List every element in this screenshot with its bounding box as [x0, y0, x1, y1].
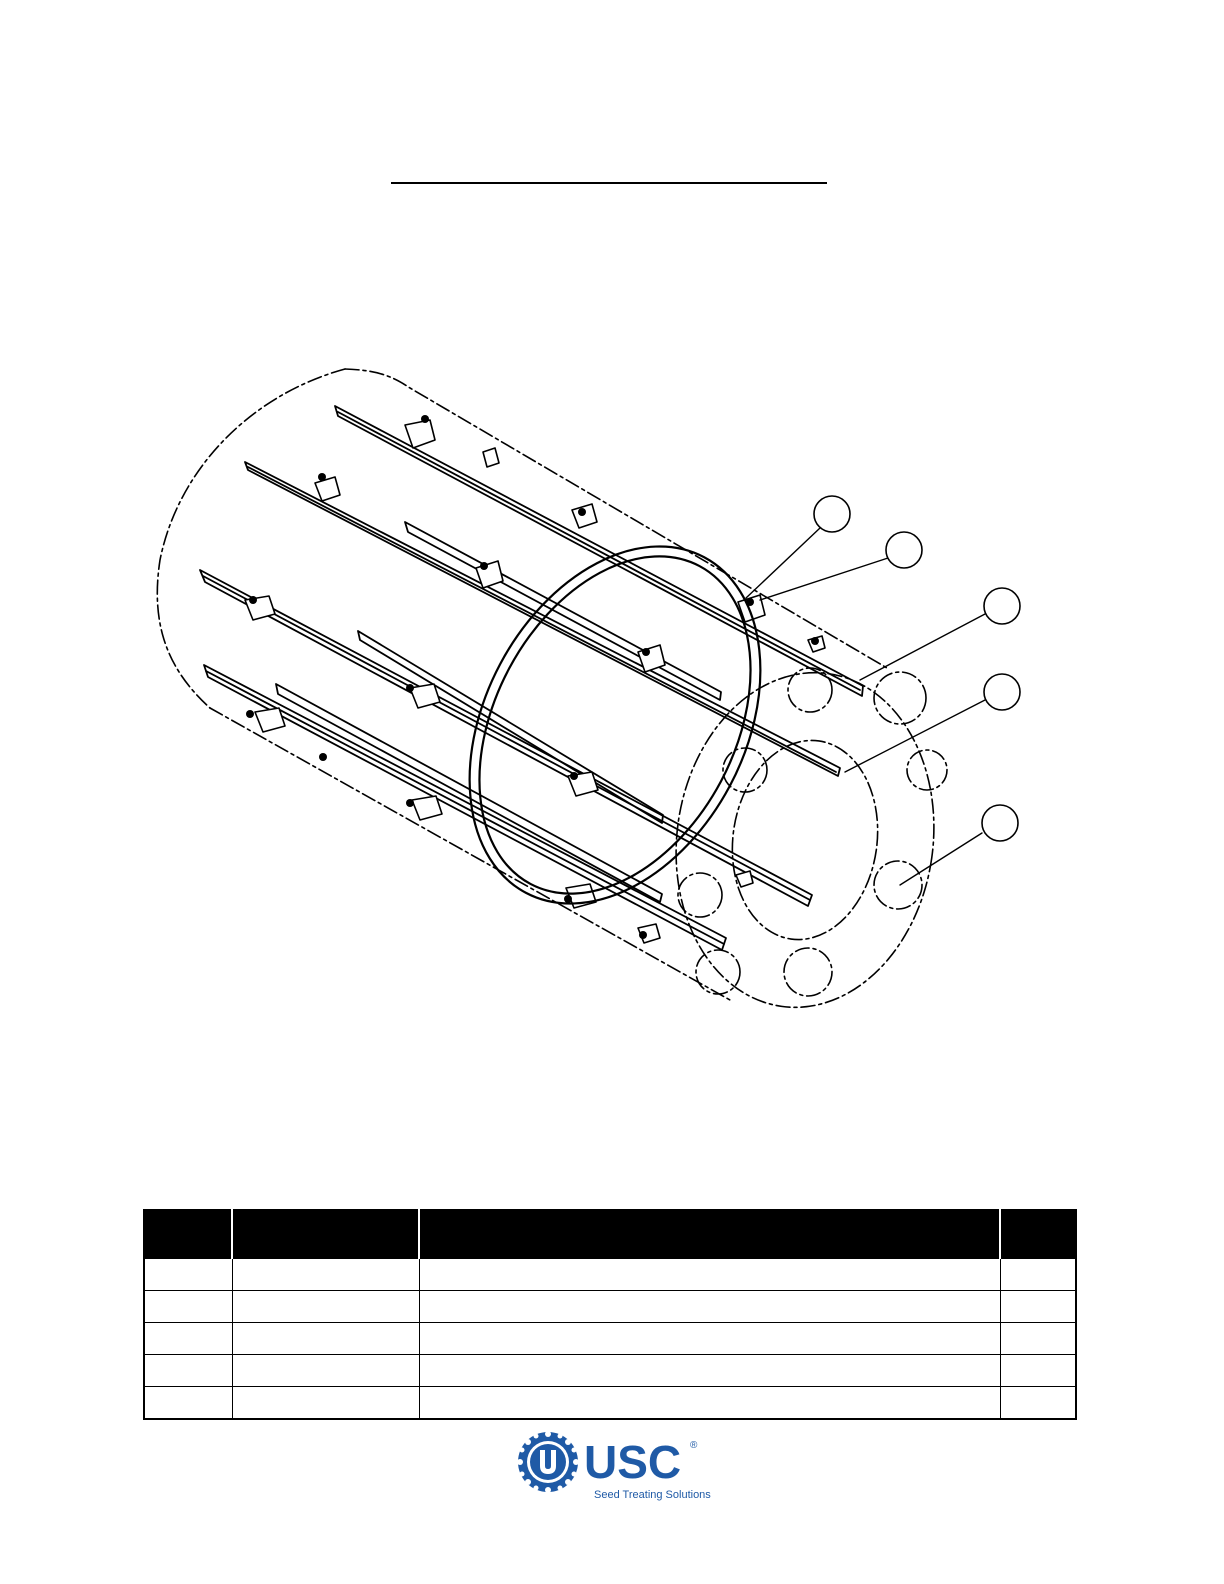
table-row [144, 1291, 1076, 1323]
table-cell [232, 1387, 419, 1420]
callout-balloon-4 [984, 674, 1020, 710]
header-qty [1000, 1210, 1076, 1259]
table-cell [419, 1323, 1000, 1355]
brand-text: USC [584, 1436, 682, 1488]
table-cell [232, 1259, 419, 1291]
callout-balloon-3 [984, 588, 1020, 624]
table-cell [1000, 1355, 1076, 1387]
table-cell [144, 1355, 232, 1387]
callout-balloon-1 [814, 496, 850, 532]
mount-brackets [245, 420, 825, 943]
parts-table-header [144, 1210, 1076, 1259]
header-description [419, 1210, 1000, 1259]
table-cell [419, 1259, 1000, 1291]
table-cell [1000, 1259, 1076, 1291]
header-part-number [232, 1210, 419, 1259]
table-cell [232, 1291, 419, 1323]
callout-balloon-5 [982, 805, 1018, 841]
table-cell [144, 1291, 232, 1323]
table-cell [144, 1323, 232, 1355]
table-cell [419, 1355, 1000, 1387]
table-cell [1000, 1291, 1076, 1323]
table-cell [419, 1291, 1000, 1323]
table-row [144, 1323, 1076, 1355]
flight-bars [200, 406, 863, 950]
table-cell [1000, 1323, 1076, 1355]
callout-leaders [746, 528, 985, 885]
table-row [144, 1387, 1076, 1420]
table-cell [144, 1387, 232, 1420]
registered-mark: ® [690, 1440, 698, 1451]
callout-balloon-2 [886, 532, 922, 568]
gear-u-icon [517, 1431, 579, 1493]
table-cell [144, 1259, 232, 1291]
table-row [144, 1355, 1076, 1387]
table-cell [232, 1323, 419, 1355]
table-cell [1000, 1387, 1076, 1420]
parts-table [143, 1209, 1077, 1420]
header-item [144, 1210, 232, 1259]
brand-tagline: Seed Treating Solutions [594, 1489, 711, 1501]
table-cell [419, 1387, 1000, 1420]
table-row [144, 1259, 1076, 1291]
table-cell [232, 1355, 419, 1387]
drum-phantom-outline [157, 369, 955, 1024]
usc-logo [514, 1428, 714, 1504]
